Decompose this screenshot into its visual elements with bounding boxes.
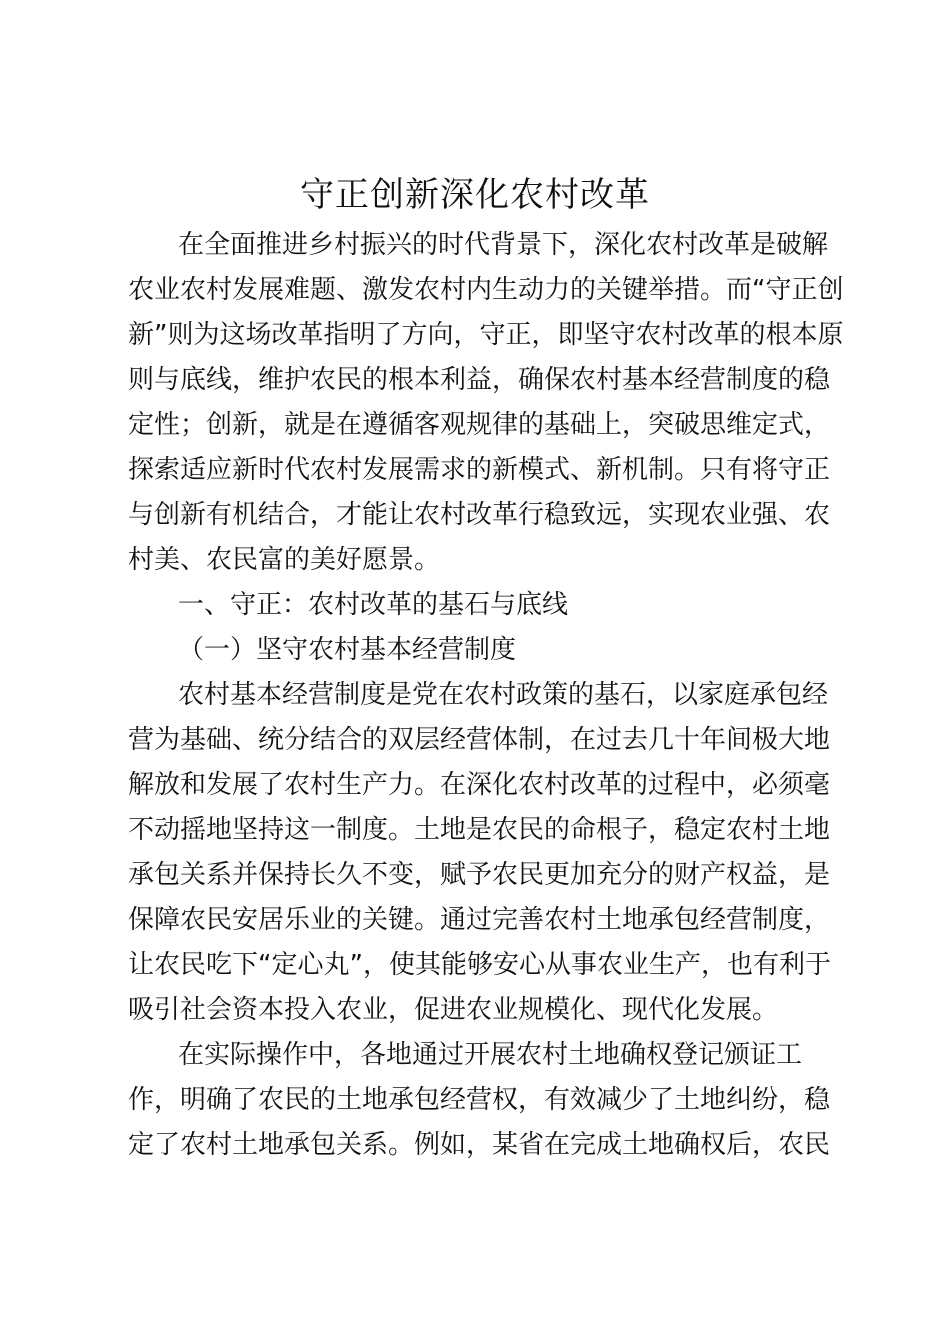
body-line: 定性；创新，就是在遵循客观规律的基础上，突破思维定式， — [128, 410, 831, 440]
body-line: 农业农村发展难题、激发农村内生动力的关键举措。而“守正创 — [128, 275, 844, 305]
subsection-heading: （一）坚守农村基本经营制度 — [178, 635, 517, 665]
body-line: 新”则为这场改革指明了方向，守正，即坚守农村改革的根本原 — [128, 320, 844, 350]
body-line: 在实际操作中，各地通过开展农村土地确权登记颁证工 — [178, 1040, 803, 1070]
body-line: 吸引社会资本投入农业，促进农业规模化、现代化发展。 — [128, 995, 779, 1025]
body-line: 解放和发展了农村生产力。在深化农村改革的过程中，必须毫 — [128, 770, 831, 800]
body-line: 让农民吃下“定心丸”，使其能够安心从事农业生产，也有利于 — [128, 950, 831, 980]
body-line: 村美、农民富的美好愿景。 — [128, 545, 441, 575]
body-line: 营为基础、统分结合的双层经营体制，在过去几十年间极大地 — [128, 725, 831, 755]
body-line: 与创新有机结合，才能让农村改革行稳致远，实现农业强、农 — [128, 500, 831, 530]
body-line: 探索适应新时代农村发展需求的新模式、新机制。只有将守正 — [128, 455, 831, 485]
body-line: 作，明确了农民的土地承包经营权，有效减少了土地纠纷，稳 — [128, 1085, 831, 1115]
document-title: 守正创新深化农村改革 — [300, 175, 650, 215]
body-line: 在全面推进乡村振兴的时代背景下，深化农村改革是破解 — [178, 230, 829, 260]
body-line: 承包关系并保持长久不变，赋予农民更加充分的财产权益，是 — [128, 860, 831, 890]
body-line: 保障农民安居乐业的关键。通过完善农村土地承包经营制度， — [128, 905, 831, 935]
body-line: 则与底线，维护农民的根本利益，确保农村基本经营制度的稳 — [128, 365, 831, 395]
body-line: 不动摇地坚持这一制度。土地是农民的命根子，稳定农村土地 — [128, 815, 831, 845]
body-line: 定了农村土地承包关系。例如，某省在完成土地确权后，农民 — [128, 1130, 831, 1160]
body-line: 农村基本经营制度是党在农村政策的基石，以家庭承包经 — [178, 680, 829, 710]
section-heading: 一、守正：农村改革的基石与底线 — [178, 590, 569, 620]
